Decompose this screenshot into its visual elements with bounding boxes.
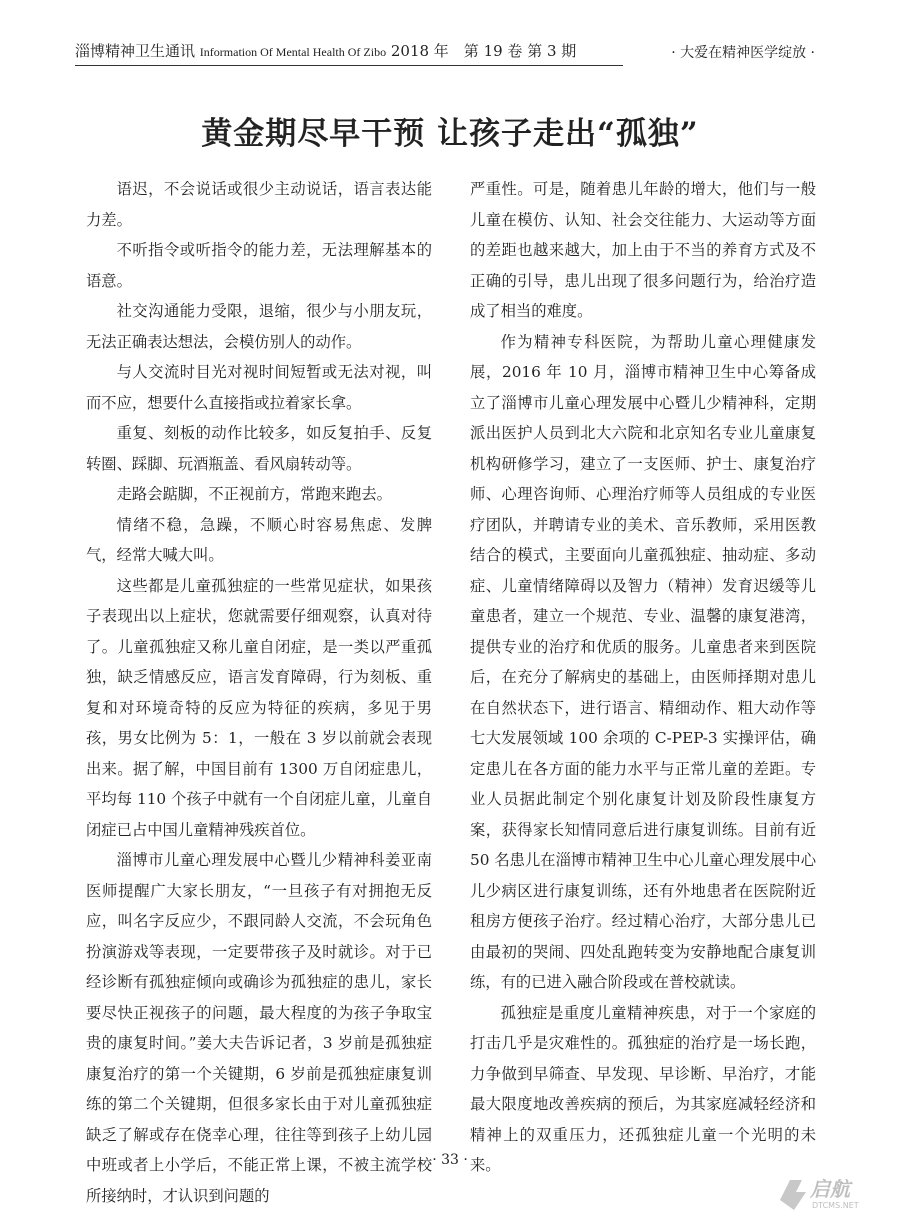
left-column	[86, 174, 432, 1211]
paragraph: 淄博市儿童心理发展中心暨儿少精神科姜亚南医师提醒广大家长朋友，“一旦孩子有对拥抱无反应，叫名字反应少，不跟同龄人交流，不会玩角色扮演游戏等表现，一定要带孩子及时就诊。对于已经诊断有孤独症倾向或确诊为孤独症的患儿，家长要尽快正视孩子的问题，最大程度的为孩子争取宝贵的康复时间。”姜大夫告诉记者，3 岁前是孤独症康复治疗的第一个关键期，6 岁前是孤独症康复训练的第二个关键期，但很多家长由于对儿童孤独症缺乏了解或存在侥幸心理，往往等到孩子上幼儿园中班或者上小学后，不能正常上课，不被主流学校所接纳时，才认识到问题的	[86, 851, 432, 1205]
paragraph: 与人交流时目光对视时间短暂或无法对视，叫而不应，想要什么直接指或拉着家长拿。	[86, 363, 432, 412]
paragraph: 语迟，不会说话或很少主动说话，语言表达能力差。	[86, 180, 432, 229]
paragraph: 作为精神专科医院，为帮助儿童心理健康发展，2016 年 10 月，淄博市精神卫生中心筹备成立了淄博市儿童心理发展中心暨儿少精神科，定期派出医护人员到北大六院和北京知名专业儿童康复机构研修学习，建立了一支医师、护士、康复治疗师、心理咨询师、心理治疗师等人员组成的专业医疗团队，并聘请专业的美术、音乐教师，采用医教结合的模式，主要面向儿童孤独症、抽动症、多动症、儿童情绪障碍以及智力（精神）发育迟缓等儿童患者，建立一个规范、专业、温馨的康复港湾，提供专业的治疗和优质的服务。儿童患者来到医院后，在充分了解病史的基础上，由医师择期对患儿在自然状态下，进行语言、精细动作、粗大动作等七大发展领域 100 余项的 C-PEP-3 实操评估，确定患儿在各方面的能力水平与正常儿童的差距。专业人员据此制定个别化康复计划及阶段性康复方案，获得家长知情同意后进行康复训练。目前有近 50 名患儿在淄博市精神卫生中心儿童心理发展中心儿少病区进行康复训练，还有外地患者在医院附近租房方便孩子治疗。经过精心治疗，大部分患儿已由最初的哭闹、四处乱跑转变为安静地配合康复训练，有的已进入融合阶段或在普校就读。	[470, 332, 816, 991]
paragraph: 情绪不稳，急躁，不顺心时容易焦虑、发脾气，经常大喊大叫。	[86, 515, 432, 564]
journal-name-en: Information Of Mental Health Of Zibo	[199, 45, 387, 59]
paragraph: 社交沟通能力受限，退缩，很少与小朋友玩，无法正确表达想法，会模仿别人的动作。	[86, 302, 432, 351]
paragraph: 走路会踮脚，不正视前方，常跑来跑去。	[116, 485, 392, 503]
running-header	[75, 40, 815, 66]
watermark-logo	[776, 1170, 886, 1214]
page-number: · 33 ·	[432, 1152, 468, 1168]
paragraph: 不听指令或听指令的能力差，无法理解基本的语意。	[86, 241, 432, 290]
watermark-site-text: DTCMS.NET	[812, 1201, 859, 1210]
right-column	[470, 174, 816, 1181]
watermark-swoosh-icon	[780, 1180, 806, 1210]
article-title: 黄金期尽早干预 让孩子走出“孤独”	[201, 116, 699, 152]
watermark-logo-text: 启航	[810, 1177, 850, 1201]
journal-line	[75, 40, 623, 66]
journal-name: 淄博精神卫生通讯	[75, 42, 196, 60]
slogan: · 大爱在精神医学绽放 ·	[671, 45, 815, 61]
paragraph: 重复、刻板的动作比较多，如反复拍手、反复转圈、踩脚、玩酒瓶盖、看风扇转动等。	[86, 424, 432, 473]
issue-info: 2018 年 第 19 卷 第 3 期	[390, 42, 577, 60]
paragraph: 孤独症是重度儿童精神疾患，对于一个家庭的打击几乎是灾难性的。孤独症的治疗是一场长跑，力争做到早筛查、早发现、早诊断、早治疗，才能最大限度地改善疾病的预后，为其家庭减轻经济和精神上的双重压力，还孤独症儿童一个光明的未来。	[470, 1003, 816, 1174]
paragraph-continuation: 严重性。可是，随着患儿年龄的增大，他们与一般儿童在模仿、认知、社会交往能力、大运动等方面的差距也越来越大，加上由于不当的养育方式及不正确的引导，患儿出现了很多问题行为，给治疗造成了相当的难度。	[470, 180, 816, 320]
paragraph: 这些都是儿童孤独症的一些常见症状，如果孩子表现出以上症状，您就需要仔细观察，认真对待了。儿童孤独症又称儿童自闭症，是一类以严重孤独，缺乏情感反应，语言发育障碍，行为刻板、重复和对环境奇特的反应为特征的疾病，多见于男孩，男女比例为 5：1，一般在 3 岁以前就会表现出来。据了解，中国目前有 1300 万自闭症患儿，平均每 110 个孩子中就有一个自闭症儿童，儿童自闭症已占中国儿童精神残疾首位。	[86, 576, 432, 839]
